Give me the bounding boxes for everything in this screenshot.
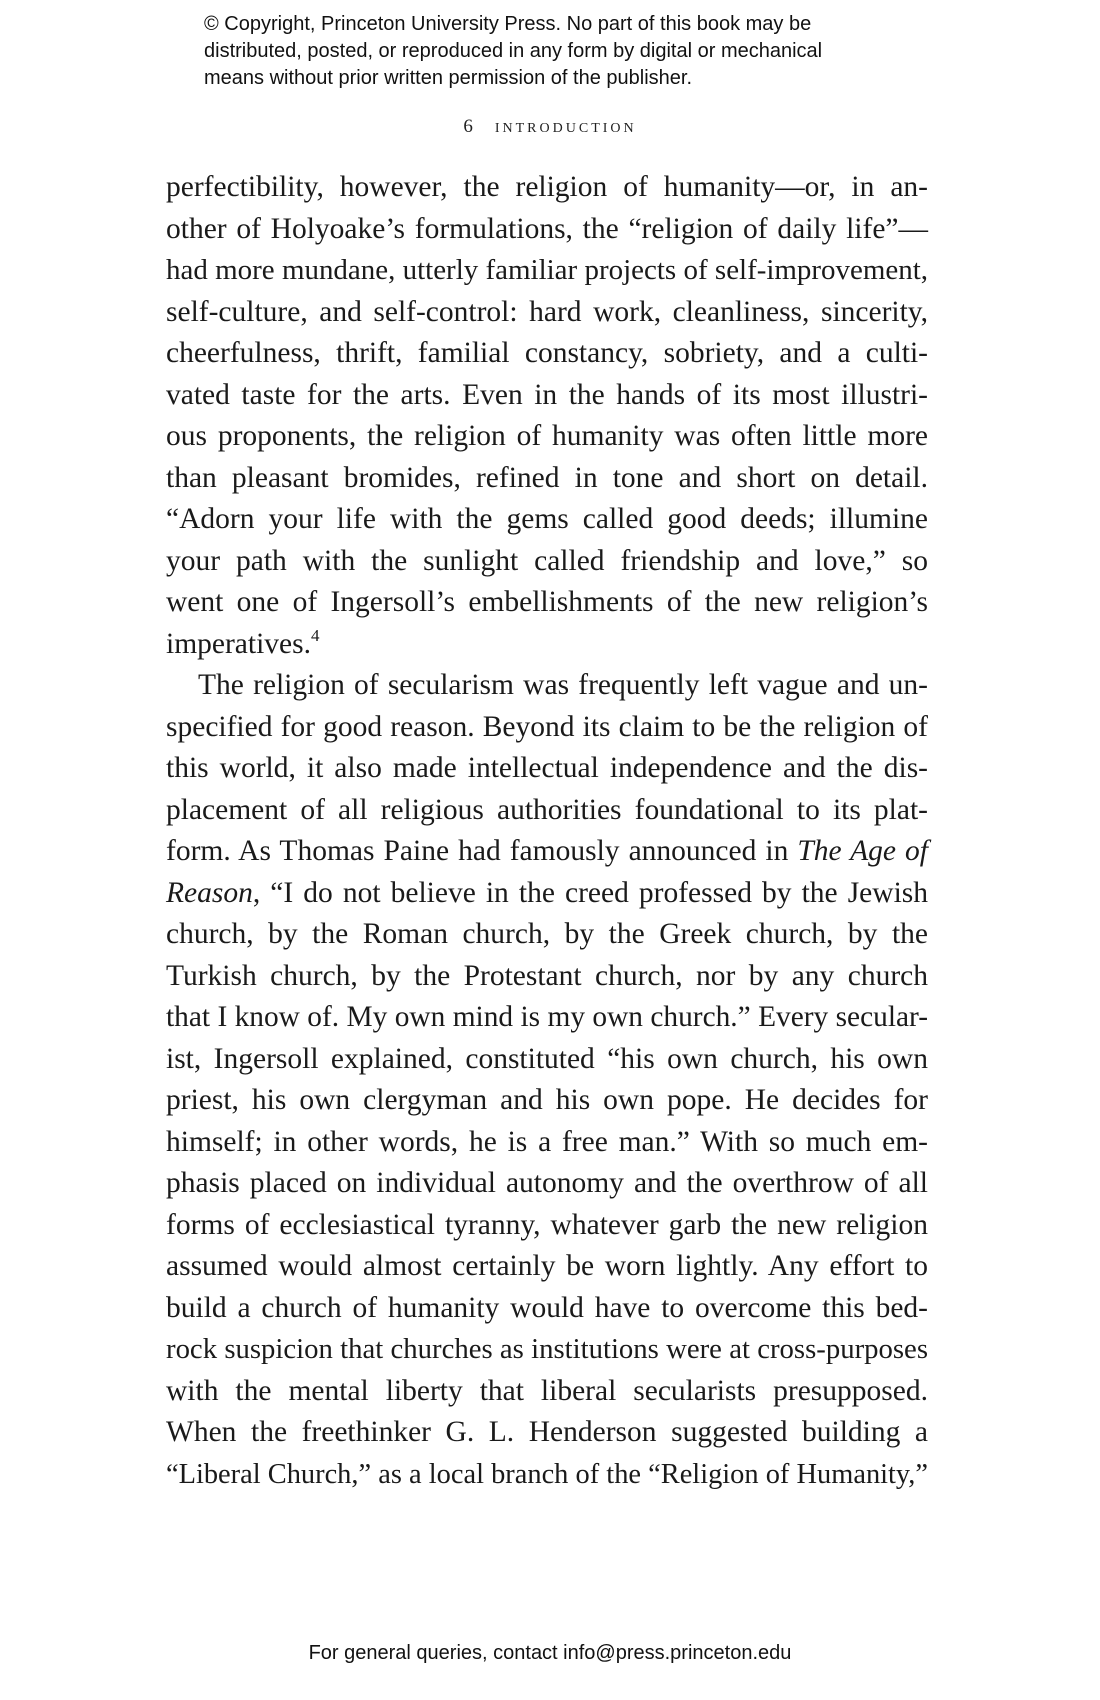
- book-title: The Age of: [797, 835, 929, 867]
- running-head: [0, 115, 1100, 138]
- text-line: had more mundane, utterly familiar projects of self-improvement,: [166, 254, 928, 286]
- text-line: perfectibility, however, the religion of humanity—or, in an-: [166, 171, 928, 203]
- text-line: priest, his own clergyman and his own pope. He decides for: [166, 1084, 928, 1116]
- footnote-reference[interactable]: 4: [311, 625, 320, 645]
- copyright-line: distributed, posted, or reproduced in any form by digital or mechanical: [204, 40, 823, 62]
- paragraph: [166, 665, 928, 1495]
- copyright-line: means without prior written permission of the publisher.: [204, 67, 693, 89]
- text-segment: , “I do not believe in the creed professed by the Jewish: [252, 876, 928, 909]
- text-line: “Liberal Church,” as a local branch of the “Religion of Humanity,”: [166, 1458, 928, 1490]
- text-line: ous proponents, the religion of humanity was often little more: [166, 420, 928, 452]
- text-line: Turkish church, by the Protestant church, nor by any church: [166, 959, 928, 992]
- text-segment: form. As Thomas Paine had famously announced in: [166, 835, 798, 867]
- text-line: church, by the Roman church, by the Greek church, by the: [166, 918, 928, 950]
- text-line: [166, 831, 928, 873]
- text-line: that I know of. My own mind is my own church.” Every secular-: [166, 1001, 928, 1033]
- text-line: assumed would almost certainly be worn lightly. Any effort to: [166, 1250, 928, 1282]
- text-line: this world, it also made intellectual independence and the dis-: [166, 752, 928, 784]
- text-line: your path with the sunlight called friendship and love,” so: [166, 544, 928, 577]
- text-line: “Adorn your life with the gems called good deeds; illumine: [166, 503, 928, 535]
- text-line: went one of Ingersoll’s embellishments of the new religion’s: [166, 586, 928, 618]
- book-title: Reason: [166, 876, 253, 909]
- text-line: phasis placed on individual autonomy and the overthrow of all: [166, 1167, 928, 1199]
- text-line: himself; in other words, he is a free man.” With so much em-: [166, 1125, 928, 1158]
- text-segment: imperatives.: [166, 627, 311, 660]
- copyright-notice: [204, 11, 964, 92]
- text-line: self-culture, and self-control: hard work, cleanliness, sincerity,: [166, 295, 928, 328]
- footer-contact: For general queries, contact info@press.princeton.edu: [308, 1642, 792, 1664]
- text-line: placement of all religious authorities foundational to its plat-: [166, 793, 928, 826]
- text-line: cheerfulness, thrift, familial constancy, sobriety, and a culti-: [166, 337, 928, 369]
- text-line: When the freethinker G. L. Henderson suggested building a: [166, 1416, 928, 1448]
- text-line: other of Holyoake’s formulations, the “religion of daily life”—: [166, 212, 928, 245]
- text-line: rock suspicion that churches as institutions were at cross-purposes: [166, 1333, 928, 1365]
- text-line: [166, 624, 928, 666]
- paragraph: [166, 167, 928, 665]
- text-line: forms of ecclesiastical tyranny, whatever garb the new religion: [166, 1208, 928, 1241]
- text-line: ist, Ingersoll explained, constituted “his own church, his own: [166, 1042, 928, 1075]
- text-line: build a church of humanity would have to overcome this bed-: [166, 1291, 928, 1324]
- body-text: [166, 167, 928, 1495]
- text-line: with the mental liberty that liberal secularists presupposed.: [166, 1374, 928, 1407]
- text-line: [166, 873, 928, 915]
- page-number: 6: [463, 116, 473, 137]
- text-line: The religion of secularism was frequently left vague and un-: [198, 669, 928, 701]
- text-line: than pleasant bromides, refined in tone and short on detail.: [166, 461, 928, 494]
- copyright-line: © Copyright, Princeton University Press. No part of this book may be: [204, 13, 812, 35]
- text-line: vated taste for the arts. Even in the hands of its most illustri-: [166, 378, 928, 411]
- text-line: specified for good reason. Beyond its claim to be the religion of: [166, 710, 928, 743]
- section-title: introduction: [494, 115, 637, 137]
